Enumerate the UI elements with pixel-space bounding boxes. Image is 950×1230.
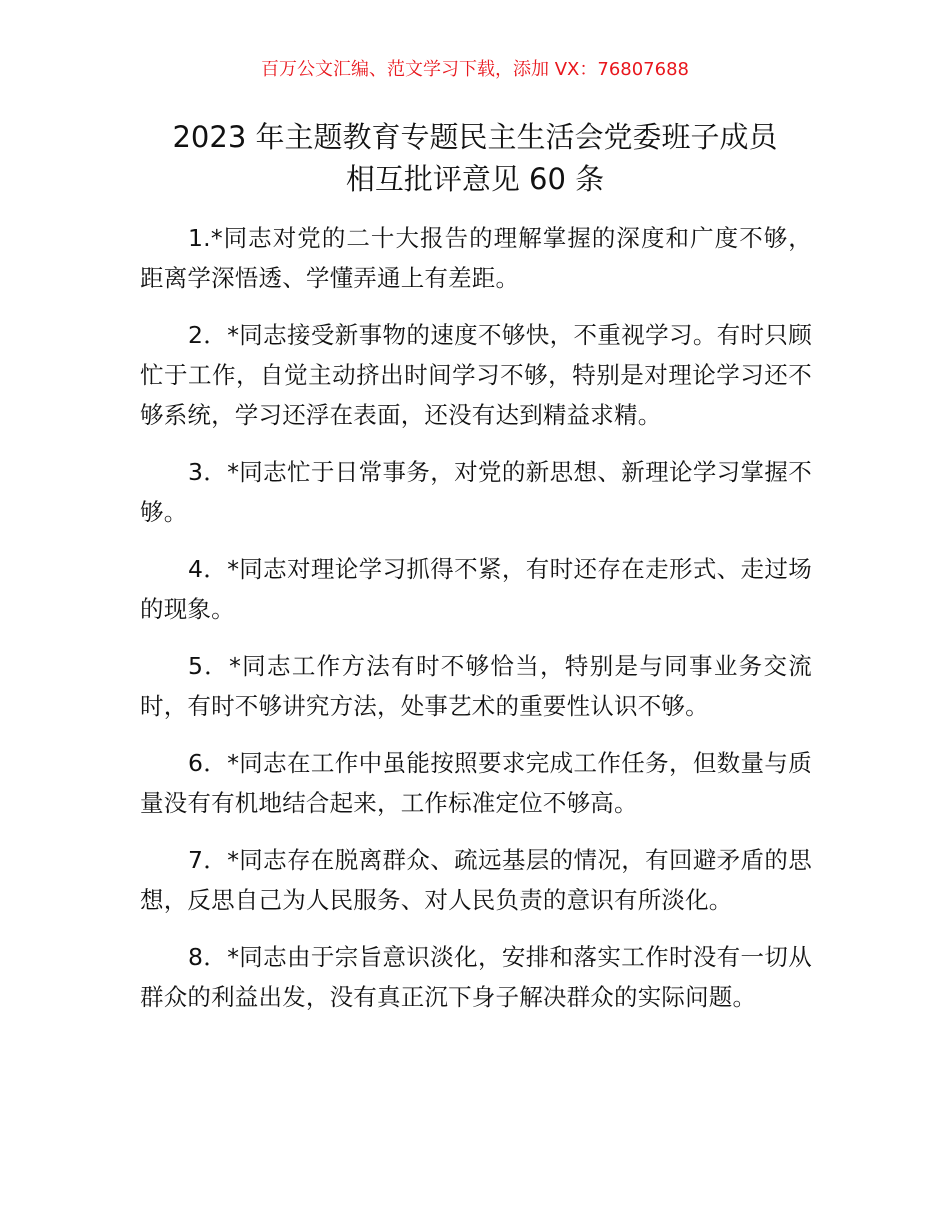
paragraph-4: 4．*同志对理论学习抓得不紧，有时还存在走形式、走过场的现象。 [140, 555, 812, 623]
document-body [140, 218, 812, 1034]
document-title [100, 116, 850, 200]
paragraph-1: 1.*同志对党的二十大报告的理解掌握的深度和广度不够，距离学深悟透、学懂弄通上有差距。 [140, 224, 812, 292]
paragraph-5: 5．*同志工作方法有时不够恰当，特别是与同事业务交流时，有时不够讲究方法，处事艺术的重要性认识不够。 [140, 652, 812, 720]
paragraph-7: 7．*同志存在脱离群众、疏远基层的情况，有回避矛盾的思想，反思自己为人民服务、对人民负责的意识有所淡化。 [140, 846, 812, 914]
title-line-1: 2023 年主题教育专题民主生活会党委班子成员 [172, 120, 778, 154]
paragraph-8: 8．*同志由于宗旨意识淡化，安排和落实工作时没有一切从群众的利益出发，没有真正沉下身子解决群众的实际问题。 [140, 943, 812, 1011]
title-line-2: 相互批评意见 60 条 [345, 162, 605, 196]
paragraph-6: 6．*同志在工作中虽能按照要求完成工作任务，但数量与质量没有有机地结合起来，工作标准定位不够高。 [140, 749, 812, 817]
paragraph-3: 3．*同志忙于日常事务，对党的新思想、新理论学习掌握不够。 [140, 458, 812, 526]
header-promo-text: 百万公文汇编、范文学习下载，添加 VX：76807688 [261, 59, 689, 80]
paragraph-2: 2．*同志接受新事物的速度不够快，不重视学习。有时只顾忙于工作，自觉主动挤出时间学习不够，特别是对理论学习还不够系统，学习还浮在表面，还没有达到精益求精。 [140, 321, 812, 429]
